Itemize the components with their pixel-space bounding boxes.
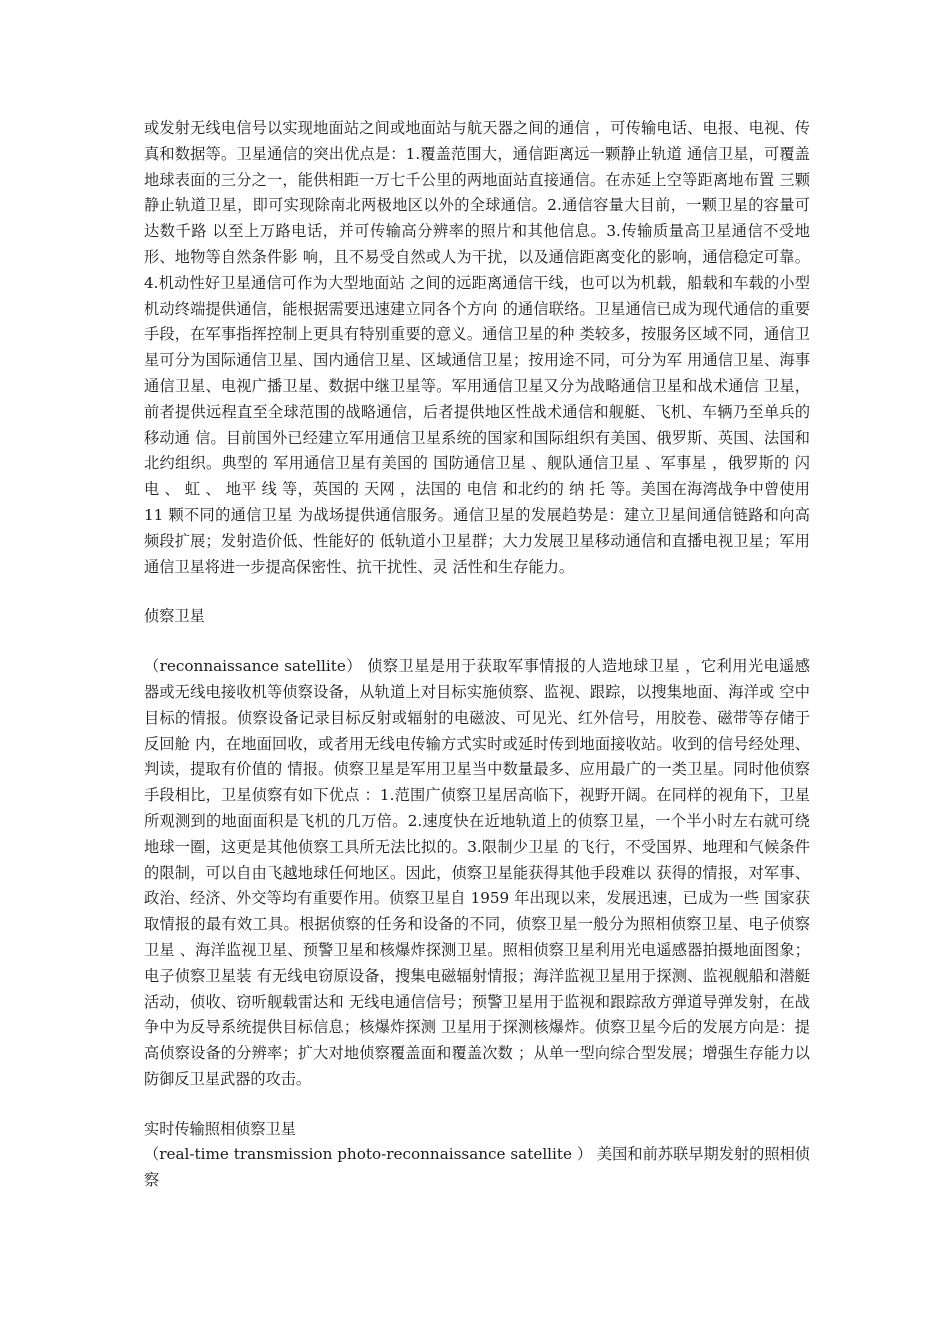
paragraph-realtime-photo-reconnaissance: （real-time transmission photo-reconnaissance satellite ） 美国和前苏联早期发射的照相侦察 xyxy=(144,1145,810,1190)
paragraph-reconnaissance-satellites: （reconnaissance satellite） 侦察卫星是用于获取军事情报的人造地球卫星 ，它利用光电遥感器或无线电接收机等侦察设备，从轨道上对目标实施侦察、监视、跟踪，以搜集地面、海洋或 空中目标的情报。侦察设备记录目标反射或辐射的电磁波、可见光、红外信号，用胶卷、磁带等存储于反回舱 内，在地面回收，或者用无线电传输方式实时或延时传到地面接收站。收到的信号经处理、判读，提取有价值的 情报。侦察卫星是军用卫星当中数量最多、应用最广的一类卫星。同时他侦察手段相比，卫星侦察有如下优点 ：1.范围广侦察卫星居高临下，视野开阔。在同样的视角下，卫星所观测到的地面面积是飞机的几万倍。2.速度快在近地轨道上的侦察卫星，一个半小时左右就可绕地球一圈，这更是其他侦察工具所无法比拟的。3.限制少卫星 的飞行，不受国界、地理和气候条件的限制，可以自由飞越地球任何地区。因此，侦察卫星能获得其他手段难以 获得的情报，对军事、政治、经济、外交等均有重要作用。侦察卫星自 1959 年出现以来，发展迅速，已成为一些 国家获取情报的最有效工具。根据侦察的任务和设备的不同，侦察卫星一般分为照相侦察卫星、电子侦察卫星 、海洋监视卫星、预警卫星和核爆炸探测卫星。照相侦察卫星利用光电遥感器拍摄地面图象；电子侦察卫星装 有无线电窃原设备，搜集电磁辐射情报；海洋监视卫星用于探测、监视舰船和潜艇活动，侦收、窃听舰载雷达和 无线电通信信号；预警卫星用于监视和跟踪敌方弹道导弹发射，在战争中为反导系统提供目标信息；核爆炸探测 卫星用于探测核爆炸。侦察卫星今后的发展方向是：提高侦察设备的分辨率；扩大对地侦察覆盖面和覆盖次数 ；从单一型向综合型发展；增强生存能力以防御反卫星武器的攻击。 xyxy=(144,657,810,1088)
paragraph-spacer xyxy=(144,1093,810,1117)
paragraph-spacer xyxy=(144,580,810,604)
paragraph-communication-satellites: 或发射无线电信号以实现地面站之间或地面站与航天器之间的通信 ，可传输电话、电报、电视、传真和数据等。卫星通信的突出优点是：1.覆盖范围大，通信距离远一颗静止轨道 通信卫星，可覆盖地球表面的三分之一，能供相距一万七千公里的两地面站直接通信。在赤延上空等距离地布置 三颗静止轨道卫星，即可实现除南北两极地区以外的全球通信。2.通信容量大目前，一颗卫星的容量可达数千路 以至上万路电话，并可传输高分辨率的照片和其他信息。3.传输质量高卫星通信不受地形、地物等自然条件影 响，且不易受自然或人为干扰，以及通信距离变化的影响，通信稳定可靠。4.机动性好卫星通信可作为大型地面站 之间的远距离通信干线，也可以为机载，船载和车载的小型机动终端提供通信，能根据需要迅速建立同各个方向 的通信联络。卫星通信已成为现代通信的重要手段，在军事指挥控制上更具有特别重要的意义。通信卫星的种 类较多，按服务区域不同，通信卫星可分为国际通信卫星、国内通信卫星、区域通信卫星；按用途不同，可分为军 用通信卫星、海事通信卫星、电视广播卫星、数据中继卫星等。军用通信卫星又分为战略通信卫星和战术通信 卫星，前者提供远程直至全球范围的战略通信，后者提供地区性战术通信和舰艇、飞机、车辆乃至单兵的移动通 信。目前国外已经建立军用通信卫星系统的国家和国际组织有美国、俄罗斯、英国、法国和北约组织。典型的 军用通信卫星有美国的 国防通信卫星 、舰队通信卫星 、军事星 ，俄罗斯的 闪电 、 虹 、 地平 线 等，英国的 天网 ，法国的 电信 和北约的 纳 托 等。美国在海湾战争中曾使用 11 颗不同的通信卫星 为战场提供通信服务。通信卫星的发展趋势是：建立卫星间通信链路和向高频段扩展；发射造价低、性能好的 低轨道小卫星群；大力发展卫星移动通信和直播电视卫星；军用通信卫星将进一步提高保密性、抗干扰性、灵 活性和生存能力。 xyxy=(144,119,810,576)
paragraph-spacer xyxy=(144,630,810,654)
section-heading-realtime-photo-reconnaissance: 实时传输照相侦察卫星 xyxy=(144,1119,296,1138)
section-heading-reconnaissance-satellite: 侦察卫星 xyxy=(144,607,205,626)
document-body xyxy=(144,116,810,1194)
